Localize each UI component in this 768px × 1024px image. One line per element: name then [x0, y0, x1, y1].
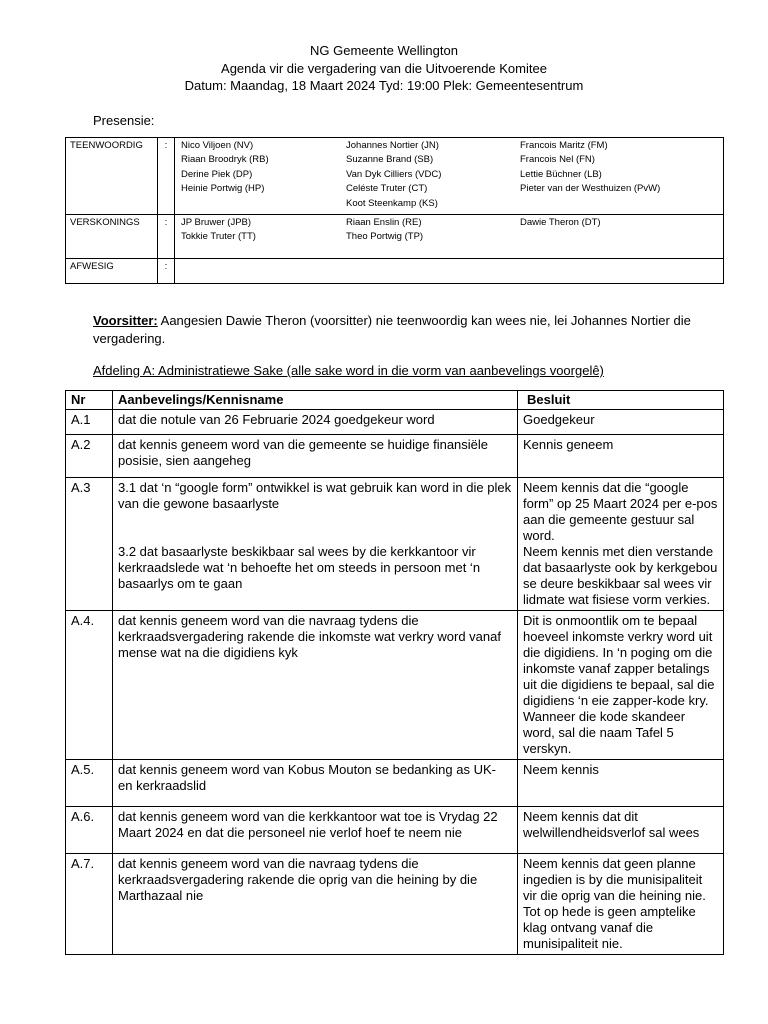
apology-name: Dawie Theron (DT) — [520, 217, 601, 228]
item-number: A.4. — [66, 611, 113, 760]
item-text: dat kennis geneem word van die navraag tydens die kerkraadsvergadering rakende die oprig van die heining by die Marthazaal nie — [113, 854, 518, 955]
absent-label: AFWESIG — [66, 259, 158, 284]
col-header-item: Aanbevelings/Kennisname — [113, 391, 518, 410]
chair-label: Voorsitter: — [93, 313, 158, 328]
attendee-name: Van Dyk Cilliers (VDC) — [346, 168, 442, 180]
attendance-row-absent — [66, 259, 724, 284]
attendee-name: Johannes Nortier (JN) — [346, 140, 439, 151]
item-number: A.7. — [66, 854, 113, 955]
item-text: dat die notule van 26 Februarie 2024 goedgekeur word — [113, 410, 518, 435]
attendee-name: Nico Viljoen (NV) — [181, 140, 254, 151]
item-number: A.5. — [66, 760, 113, 807]
section-title: Afdeling A: Administratiewe Sake (alle sake word in die vorm van aanbevelings voorgelê) — [93, 363, 604, 378]
agenda-header-row — [66, 391, 724, 410]
item-decision: Dit is onmoontlik om te bepaal hoeveel inkomste verkry word uit die digidiens. In ‘n poging om die inkomste vanaf zapper betalings uit die digidiens te bepaal, sal die digidiens ‘n eie zapper-kode kry. Wanneer die kode skandeer word, sal die naam Tafel 5 verskyn. — [518, 611, 724, 760]
agenda-row — [66, 760, 724, 807]
item-decision: Neem kennis dat geen planne ingedien is by die munisipaliteit vir die oprig van die heining nie. Tot op hede is geen amptelike klag ontvang vanaf die munisipaliteit nie. — [518, 854, 724, 955]
attendee-name: Riaan Broodryk (RB) — [181, 154, 269, 166]
chair-text: Aangesien Dawie Theron (voorsitter) nie teenwoordig kan wees nie, lei Johannes Nortier die vergadering. — [93, 313, 691, 346]
item-text: 3.2 dat basaarlyste beskikbaar sal wees by die kerkkantoor vir kerkraadslede wat ‘n behoefte het om steeds in persoon met ‘n basaarlys om te gaan — [118, 544, 481, 591]
item-text: 3.1 dat ‘n “google form” ontwikkel is wat gebruik kan word in die plek van die gewone basaarlyste — [118, 480, 512, 511]
attendee-name: Lettie Büchner (LB) — [520, 168, 602, 180]
attendee-name: Derine Piek (DP) — [181, 168, 253, 180]
item-number: A.1 — [66, 410, 113, 435]
attendee-name: Koot Steenkamp (KS) — [346, 197, 438, 209]
church-name: NG Gemeente Wellington — [310, 43, 458, 58]
agenda-title: Agenda vir die vergadering van die Uitvoerende Komitee — [221, 60, 547, 76]
meeting-details: Datum: Maandag, 18 Maart 2024 Tyd: 19:00 Plek: Gemeentesentrum — [184, 78, 584, 93]
attendance-heading: Presensie: — [93, 113, 155, 128]
present-names — [175, 138, 723, 212]
present-label: TEENWOORDIG — [66, 138, 158, 215]
absent-names — [175, 259, 724, 284]
attendee-name: Pieter van der Westhuizen (PvW) — [520, 183, 661, 195]
colon: : — [158, 138, 175, 215]
item-decision: Neem kennis dat dit welwillendheidsverlof sal wees — [518, 807, 724, 854]
apology-name: Tokkie Truter (TT) — [181, 231, 256, 243]
item-number: A.2 — [66, 435, 113, 478]
item-decision: Neem kennis — [518, 760, 724, 807]
agenda-row — [66, 611, 724, 760]
apology-name: Riaan Enslin (RE) — [346, 217, 422, 228]
item-text: dat kennis geneem word van die kerkkantoor wat toe is Vrydag 22 Maart 2024 en dat die personeel nie verlof hoef te neem nie — [113, 807, 518, 854]
attendee-name: Heinie Portwig (HP) — [181, 183, 265, 195]
item-decision: Goedgekeur — [518, 410, 724, 435]
agenda-table — [65, 390, 724, 955]
item-number: A.6. — [66, 807, 113, 854]
chair-paragraph — [93, 312, 713, 348]
item-decision: Neem kennis met dien verstande dat basaarlyste ook by kerkgebou se deure beskikbaar sal wees vir lidmate wat fisiese vorm verkies. — [523, 544, 718, 607]
item-text: dat kennis geneem word van die navraag tydens die kerkraadsvergadering rakende die inkomste wat verkry word vanaf mense wat na die digidiens kyk — [113, 611, 518, 760]
agenda-row — [66, 854, 724, 955]
colon: : — [158, 215, 175, 259]
agenda-row — [66, 410, 724, 435]
attendance-row-present — [66, 138, 724, 215]
attendee-name: Francois Nel (FN) — [520, 154, 595, 166]
attendance-table — [65, 137, 724, 284]
colon: : — [158, 259, 175, 284]
col-header-decision: Besluit — [518, 391, 724, 410]
item-number: A.3 — [66, 478, 113, 611]
col-header-nr: Nr — [66, 391, 113, 410]
apology-name: JP Bruwer (JPB) — [181, 217, 252, 228]
document-header — [0, 42, 768, 95]
apologies-names — [175, 215, 723, 246]
item-text: dat kennis geneem word van Kobus Mouton se bedanking as UK- en kerkraadslid — [113, 760, 518, 807]
agenda-row — [66, 478, 724, 611]
agenda-row — [66, 807, 724, 854]
apologies-label: VERSKONINGS — [66, 215, 158, 259]
attendee-name: Suzanne Brand (SB) — [346, 154, 434, 166]
attendance-row-apologies — [66, 215, 724, 259]
item-decision: Kennis geneem — [518, 435, 724, 478]
item-text: dat kennis geneem word van die gemeente se huidige finansiële posisie, sien aangeheg — [113, 435, 518, 478]
agenda-row — [66, 435, 724, 478]
attendee-name: Celéste Truter (CT) — [346, 183, 428, 195]
attendee-name: Francois Maritz (FM) — [520, 140, 608, 151]
apology-name: Theo Portwig (TP) — [346, 231, 424, 243]
item-decision: Neem kennis dat die “google form” op 25 Maart 2024 per e-pos aan die gemeente gestuur sal word. — [523, 480, 718, 543]
